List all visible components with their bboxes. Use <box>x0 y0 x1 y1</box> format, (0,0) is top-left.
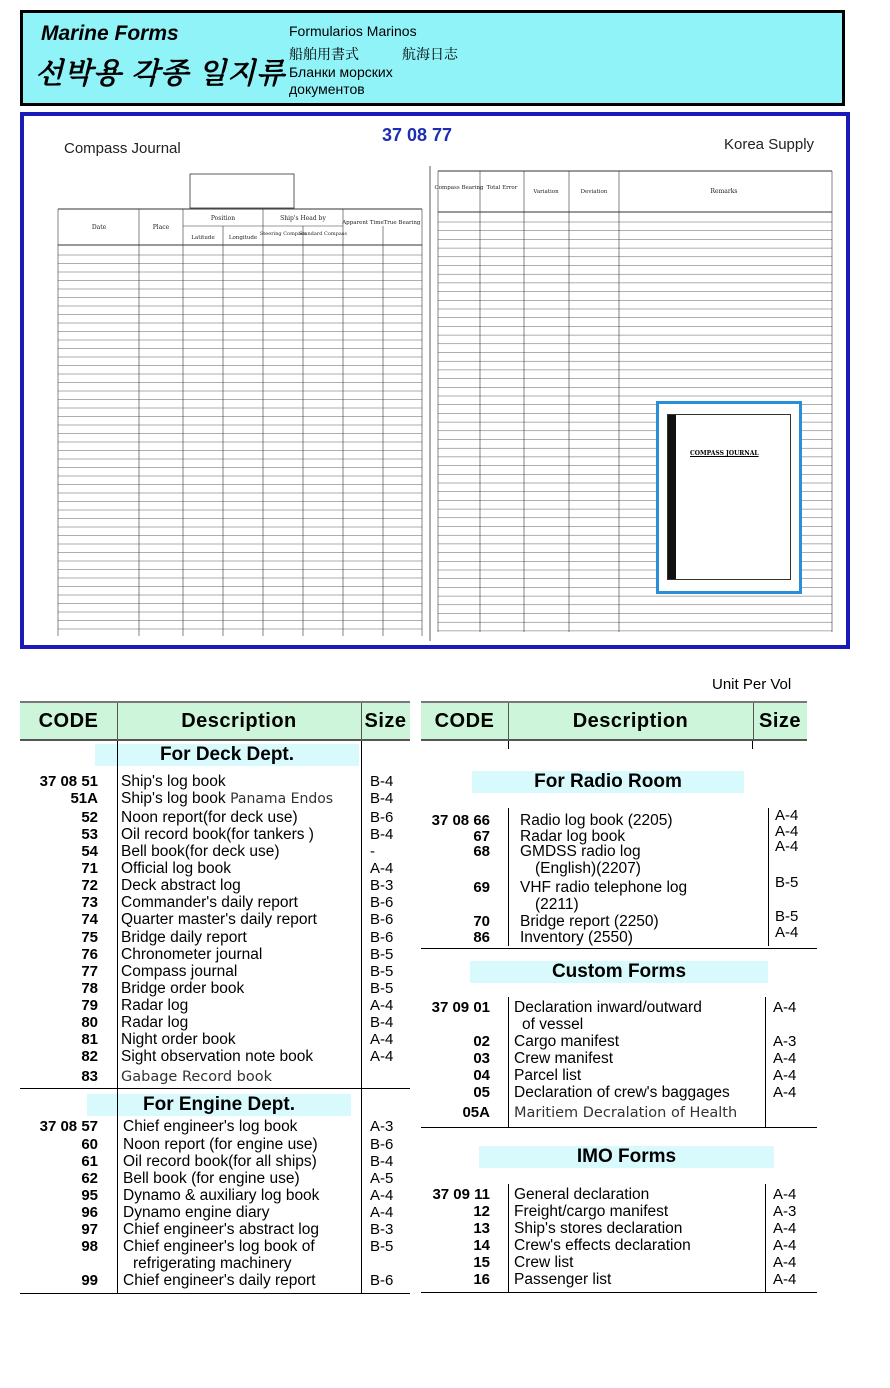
header-description: Description <box>572 709 689 732</box>
title-russian-2: документов <box>289 81 365 97</box>
item-description: Commander's daily report <box>121 894 298 911</box>
item-size: B-6 <box>370 1272 394 1289</box>
item-code: 52 <box>81 809 98 826</box>
item-description: Inventory (2550) <box>520 929 633 946</box>
column-label: Deviation <box>580 189 608 195</box>
item-description: General declaration <box>514 1186 650 1203</box>
column-label: Latitude <box>191 235 215 241</box>
item-size: A-4 <box>370 997 394 1014</box>
column-label: Apparent Time <box>342 220 384 226</box>
divider <box>765 1184 766 1292</box>
item-code: 05A <box>462 1104 490 1121</box>
item-code: 97 <box>81 1221 98 1238</box>
item-code: 04 <box>473 1067 490 1084</box>
header-size: Size <box>758 709 802 732</box>
item-size: B-5 <box>370 963 394 980</box>
item-description: Compass journal <box>121 963 238 980</box>
item-description: Gabage Record book <box>121 1069 272 1085</box>
cover-label: COMPASS JOURNAL <box>690 450 759 457</box>
item-description: Cargo manifest <box>514 1033 620 1050</box>
divider <box>20 1088 410 1089</box>
item-size: A-4 <box>370 860 394 877</box>
item-size: B-5 <box>775 874 799 891</box>
item-description: Chief engineer's daily report <box>123 1272 316 1289</box>
item-description: Freight/cargo manifest <box>514 1203 669 1220</box>
header-description: Description <box>181 709 297 732</box>
divider <box>765 997 766 1127</box>
preview-supplier: Korea Supply <box>724 136 815 153</box>
item-code: 53 <box>81 826 98 843</box>
title-chinese-1: 船舶用書式 <box>289 46 359 62</box>
divider <box>508 808 509 946</box>
section-imo-title: IMO Forms <box>479 1146 774 1168</box>
item-size: A-4 <box>773 1271 797 1288</box>
item-size: B-3 <box>370 1221 394 1238</box>
item-code: 70 <box>473 913 490 930</box>
item-size: B-4 <box>370 790 394 807</box>
item-size: A-4 <box>370 1031 394 1048</box>
item-size: A-3 <box>773 1033 797 1050</box>
section-radio-title: For Radio Room <box>472 771 744 793</box>
item-size: B-6 <box>370 809 394 826</box>
divider <box>752 741 753 749</box>
column-label: Longitude <box>228 235 258 241</box>
title-russian-1: Бланки морских <box>289 64 393 80</box>
item-code: 15 <box>473 1254 490 1271</box>
item-description: Radar log <box>121 997 189 1014</box>
item-size: A-4 <box>773 1254 797 1271</box>
item-size: A-4 <box>773 1050 797 1067</box>
item-code: 62 <box>81 1170 98 1187</box>
item-description: Ship's log book <box>121 773 226 790</box>
item-size: A-4 <box>775 823 799 840</box>
item-code: 76 <box>81 946 98 963</box>
column-label: Variation <box>533 189 559 195</box>
item-size: B-3 <box>370 877 394 894</box>
column-label: Total Error <box>486 185 518 191</box>
item-code: 99 <box>81 1272 98 1289</box>
title-chinese-2: 航海日志 <box>402 46 458 62</box>
item-description: Maritiem Decralation of Health <box>514 1105 738 1121</box>
title-korean: 선박용 각종 일지류 <box>35 58 286 90</box>
item-code: 73 <box>81 894 98 911</box>
item-size: - <box>370 843 375 860</box>
column-label: Steering Compass <box>259 231 307 237</box>
cover-thumbnail[interactable] <box>656 401 802 594</box>
item-size: A-4 <box>775 807 799 824</box>
item-code: 80 <box>81 1014 98 1031</box>
column-label: Compass Bearing <box>434 185 484 191</box>
divider <box>117 741 118 1294</box>
item-description: Bridge daily report <box>121 929 247 946</box>
item-code: 77 <box>81 963 98 980</box>
item-code: 61 <box>81 1153 98 1170</box>
cover-spine <box>668 415 676 579</box>
item-description: Dynamo & auxiliary log book <box>123 1187 320 1204</box>
item-size: B-5 <box>775 908 799 925</box>
item-description: Ship's stores declaration <box>514 1220 683 1237</box>
item-size: B-4 <box>370 773 394 790</box>
section-deck-title: For Deck Dept. <box>95 744 359 766</box>
item-code: 86 <box>473 929 490 946</box>
item-description: Bridge report (2250) <box>520 913 659 930</box>
item-description: VHF radio telephone log <box>520 879 688 896</box>
header-banner <box>20 10 845 106</box>
right-table-header <box>421 701 807 741</box>
divider <box>421 1292 817 1293</box>
item-description: Chronometer journal <box>121 946 263 963</box>
unit-label: Unit Per Vol <box>712 676 792 693</box>
item-size: B-5 <box>370 980 394 997</box>
item-description: Night order book <box>121 1031 236 1048</box>
divider <box>768 808 769 946</box>
item-code: 83 <box>81 1068 98 1085</box>
item-code: 37 08 57 <box>39 1118 98 1135</box>
title-english: Marine Forms <box>41 22 179 45</box>
item-size: A-4 <box>773 999 797 1016</box>
item-code: 74 <box>81 911 98 928</box>
item-code: 03 <box>473 1050 490 1067</box>
column-label: Position <box>210 215 236 222</box>
item-size: A-4 <box>775 924 799 941</box>
item-size: B-6 <box>370 911 394 928</box>
preview-title: Compass Journal <box>64 140 181 157</box>
item-description-cont: (English)(2207) <box>535 860 641 877</box>
column-label: Ship's Head by <box>280 215 326 222</box>
item-code: 13 <box>473 1220 490 1237</box>
item-code: 98 <box>81 1238 98 1255</box>
item-size: B-4 <box>370 826 394 843</box>
item-size: B-4 <box>370 1153 394 1170</box>
item-code: 12 <box>473 1203 490 1220</box>
item-code: 51A <box>70 790 98 807</box>
item-size: A-4 <box>773 1067 797 1084</box>
item-size: B-6 <box>370 929 394 946</box>
item-description: Radar log book <box>520 828 626 845</box>
item-description: Chief engineer's log book <box>123 1118 298 1135</box>
item-description: Chief engineer's log book of <box>123 1238 315 1255</box>
section-engine-title: For Engine Dept. <box>87 1094 351 1116</box>
item-description: Declaration inward/outward <box>514 999 702 1016</box>
item-description: Noon report(for deck use) <box>121 809 298 826</box>
item-code: 37 08 66 <box>431 812 490 829</box>
item-size: B-5 <box>370 1238 394 1255</box>
item-code: 95 <box>81 1187 98 1204</box>
section-custom-title: Custom Forms <box>470 961 768 983</box>
item-size: A-4 <box>775 838 799 855</box>
item-code: 82 <box>81 1048 98 1065</box>
column-label: Remarks <box>710 188 738 195</box>
item-size: A-4 <box>773 1237 797 1254</box>
item-description: Parcel list <box>514 1067 582 1084</box>
title-spanish: Formularios Marinos <box>289 23 417 39</box>
item-code: 60 <box>81 1136 98 1153</box>
column-label: Date <box>91 224 107 231</box>
item-size: A-4 <box>773 1084 797 1101</box>
item-code: 54 <box>81 843 98 860</box>
item-description: Deck abstract log <box>121 877 241 894</box>
item-size: B-6 <box>370 894 394 911</box>
item-description: GMDSS radio log <box>520 843 641 860</box>
item-description: Dynamo engine diary <box>123 1204 270 1221</box>
item-description: Crew list <box>514 1254 574 1271</box>
left-table-header <box>20 701 410 741</box>
item-description: Declaration of crew's baggages <box>514 1084 730 1101</box>
header-code: CODE <box>434 709 495 732</box>
item-extra: Panama Endos <box>225 791 334 807</box>
item-code: 69 <box>473 879 490 896</box>
item-code: 67 <box>473 828 490 845</box>
column-label: Place <box>152 224 170 231</box>
item-size: A-4 <box>370 1048 394 1065</box>
item-code: 71 <box>81 860 98 877</box>
item-code: 37 08 51 <box>39 773 98 790</box>
item-code: 72 <box>81 877 98 894</box>
item-size: A-3 <box>370 1118 394 1135</box>
item-size: A-4 <box>773 1186 797 1203</box>
item-code: 14 <box>473 1237 490 1254</box>
item-description-cont: refrigerating machinery <box>133 1255 292 1272</box>
item-size: A-4 <box>370 1204 394 1221</box>
item-description: Crew's effects declaration <box>514 1237 691 1254</box>
item-description: Radio log book (2205) <box>520 812 673 829</box>
item-description: Oil record book(for tankers ) <box>121 826 314 843</box>
item-description: Noon report (for engine use) <box>123 1136 318 1153</box>
preview-code: 37 08 77 <box>382 125 453 145</box>
item-description: Radar log <box>121 1014 189 1031</box>
item-description: Sight observation note book <box>121 1048 314 1065</box>
item-size: A-3 <box>773 1203 797 1220</box>
item-code: 75 <box>81 929 98 946</box>
item-code: 02 <box>473 1033 490 1050</box>
item-description: Crew manifest <box>514 1050 614 1067</box>
item-size: B-6 <box>370 1136 394 1153</box>
column-label: True Bearing <box>383 220 421 226</box>
divider <box>361 741 362 1294</box>
item-description: Bell book (for engine use) <box>123 1170 300 1187</box>
header-size: Size <box>364 709 407 732</box>
item-code: 81 <box>81 1031 98 1048</box>
item-description: Quarter master's daily report <box>121 911 317 928</box>
item-size: B-5 <box>370 946 394 963</box>
item-description: Bell book(for deck use) <box>121 843 280 860</box>
form-preview-panel <box>20 112 850 649</box>
stamp-box <box>190 174 294 208</box>
column-label: Standard Compass <box>299 231 347 237</box>
item-code: 79 <box>81 997 98 1014</box>
item-description: Passenger list <box>514 1271 612 1288</box>
item-description-cont: of vessel <box>522 1016 584 1033</box>
item-code: 68 <box>473 843 490 860</box>
item-code: 37 09 11 <box>432 1186 490 1203</box>
item-description: Ship's log book Panama Endos <box>121 790 334 807</box>
item-code: 05 <box>473 1084 490 1101</box>
item-code: 96 <box>81 1204 98 1221</box>
item-code: 16 <box>473 1271 490 1288</box>
item-description: Oil record book(for all ships) <box>123 1153 317 1170</box>
cover-page <box>667 414 791 580</box>
item-size: B-4 <box>370 1014 394 1031</box>
item-code: 37 09 01 <box>431 999 490 1016</box>
item-size: A-4 <box>370 1187 394 1204</box>
divider <box>421 1127 817 1128</box>
item-description: Official log book <box>121 860 231 877</box>
divider <box>421 948 817 949</box>
header-code: CODE <box>38 709 99 732</box>
item-description: Chief engineer's abstract log <box>123 1221 319 1238</box>
divider <box>508 741 509 749</box>
divider <box>508 997 509 1127</box>
item-description-cont: (2211) <box>535 896 579 913</box>
divider <box>20 1293 410 1294</box>
item-description: Bridge order book <box>121 980 245 997</box>
divider <box>508 1184 509 1292</box>
item-size: A-5 <box>370 1170 394 1187</box>
item-size: A-4 <box>773 1220 797 1237</box>
item-code: 78 <box>81 980 98 997</box>
